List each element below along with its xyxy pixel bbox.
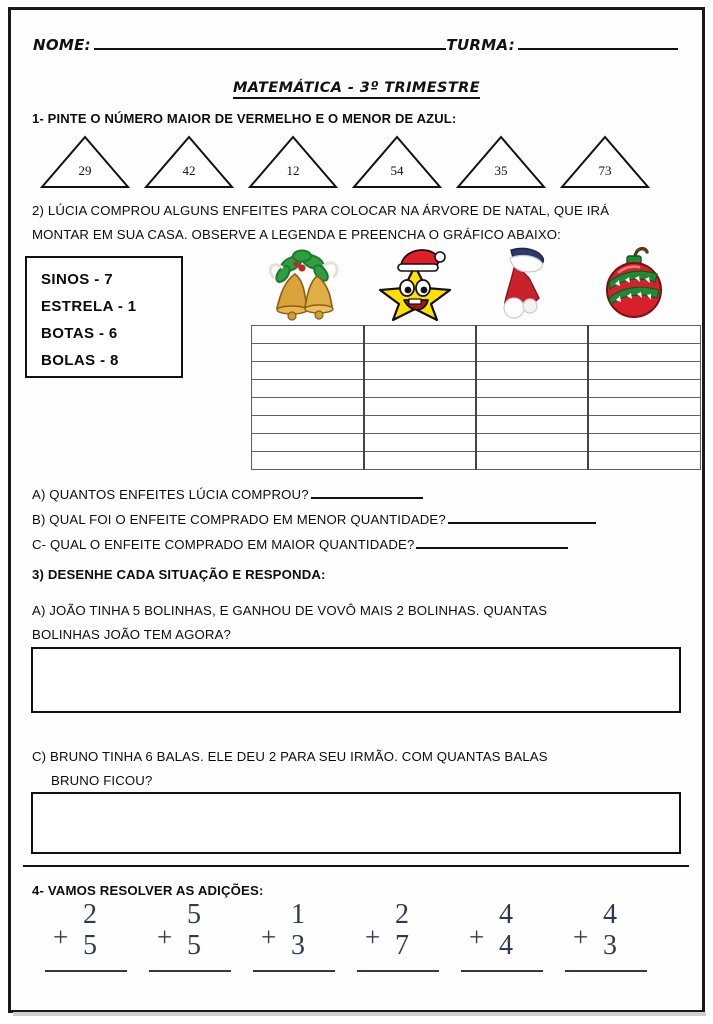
grid-cell[interactable] bbox=[476, 362, 588, 380]
scanned-page-frame bbox=[8, 7, 705, 1013]
legend-item-estrela: ESTRELA - 1 bbox=[41, 298, 137, 315]
legend-box bbox=[25, 256, 183, 378]
grid-cell[interactable] bbox=[476, 326, 588, 344]
grid-cell[interactable] bbox=[364, 452, 476, 470]
drawing-answer-box-3c[interactable] bbox=[31, 792, 681, 854]
grid-cell[interactable] bbox=[252, 416, 364, 434]
page-title-text: MATEMÁTICA - 3º TRIMESTRE bbox=[233, 80, 480, 99]
grid-cell[interactable] bbox=[588, 362, 700, 380]
grid-cell[interactable] bbox=[476, 434, 588, 452]
addend-bottom: 7 bbox=[395, 930, 409, 961]
question-3c-line1: C) BRUNO TINHA 6 BALAS. ELE DEU 2 PARA SEU IRMÃO. COM QUANTAS BALAS bbox=[32, 749, 548, 764]
christmas-stocking-icon bbox=[481, 244, 569, 322]
question-2c-text: C- QUAL O ENFEITE COMPRADO EM MAIOR QUANTIDADE? bbox=[32, 537, 415, 552]
question-2a bbox=[32, 482, 423, 507]
legend-item-botas: BOTAS - 6 bbox=[41, 325, 118, 342]
grid-cell[interactable] bbox=[364, 362, 476, 380]
question-3-prompt: 3) DESENHE CADA SITUAÇÃO E RESPONDA: bbox=[32, 567, 326, 582]
question-2b bbox=[32, 507, 596, 532]
grid-row[interactable] bbox=[252, 362, 701, 380]
grid-row[interactable] bbox=[252, 398, 701, 416]
addend-top: 4 bbox=[499, 899, 513, 930]
grid-cell[interactable] bbox=[588, 416, 700, 434]
grid-row[interactable] bbox=[252, 452, 701, 470]
question-2-prompt-line2: MONTAR EM SUA CASA. OBSERVE A LEGENDA E PREENCHA O GRÁFICO ABAIXO: bbox=[32, 227, 561, 242]
name-label: NOME: bbox=[33, 36, 91, 54]
grid-cell[interactable] bbox=[252, 380, 364, 398]
addition-problem[interactable] bbox=[353, 898, 457, 978]
drawing-answer-box-3a[interactable] bbox=[31, 647, 681, 713]
triangle-shape[interactable] bbox=[143, 134, 235, 190]
grid-cell[interactable] bbox=[588, 380, 700, 398]
grid-cell[interactable] bbox=[364, 398, 476, 416]
question-2c bbox=[32, 532, 568, 557]
plus-sign: + bbox=[573, 922, 589, 952]
grid-cell[interactable] bbox=[364, 434, 476, 452]
addend-top: 2 bbox=[395, 899, 409, 930]
addend-bottom: 3 bbox=[603, 930, 617, 961]
grid-cell[interactable] bbox=[476, 398, 588, 416]
addition-problem[interactable] bbox=[457, 898, 561, 978]
question-2-prompt-line1: 2) LÚCIA COMPROU ALGUNS ENFEITES PARA COLOCAR NA ÁRVORE DE NATAL, QUE IRÁ bbox=[32, 203, 610, 218]
plus-sign: + bbox=[53, 922, 69, 952]
plus-sign: + bbox=[365, 922, 381, 952]
question-2-chart-grid[interactable] bbox=[251, 325, 701, 470]
addend-bottom: 4 bbox=[499, 930, 513, 961]
triangle-number: 73 bbox=[598, 163, 612, 178]
grid-cell[interactable] bbox=[252, 398, 364, 416]
grid-cell[interactable] bbox=[252, 326, 364, 344]
grid-cell[interactable] bbox=[252, 452, 364, 470]
grid-cell[interactable] bbox=[364, 380, 476, 398]
grid-cell[interactable] bbox=[588, 344, 700, 362]
grid-row[interactable] bbox=[252, 326, 701, 344]
triangle-number: 54 bbox=[390, 163, 404, 178]
grid-cell[interactable] bbox=[588, 434, 700, 452]
grid-cell[interactable] bbox=[588, 452, 700, 470]
grid-row[interactable] bbox=[252, 344, 701, 362]
addend-top: 2 bbox=[83, 899, 97, 930]
sum-line[interactable] bbox=[357, 970, 439, 972]
grid-cell[interactable] bbox=[476, 416, 588, 434]
question-3a-line1: A) JOÃO TINHA 5 BOLINHAS, E GANHOU DE VOVÔ MAIS 2 BOLINHAS. QUANTAS bbox=[32, 603, 548, 618]
grid-cell[interactable] bbox=[476, 344, 588, 362]
grid-row[interactable] bbox=[252, 416, 701, 434]
grid-cell[interactable] bbox=[588, 398, 700, 416]
addend-top: 1 bbox=[291, 899, 305, 930]
grid-cell[interactable] bbox=[476, 380, 588, 398]
triangle-number: 35 bbox=[494, 163, 508, 178]
grid-row[interactable] bbox=[252, 434, 701, 452]
addend-bottom: 5 bbox=[83, 930, 97, 961]
triangle-number: 29 bbox=[78, 163, 92, 178]
christmas-clipart-row bbox=[249, 244, 701, 322]
addition-problem[interactable] bbox=[561, 898, 665, 978]
addend-bottom: 3 bbox=[291, 930, 305, 961]
answer-line-2b[interactable] bbox=[448, 511, 596, 524]
triangle-shape[interactable] bbox=[247, 134, 339, 190]
addition-problem[interactable] bbox=[145, 898, 249, 978]
triangle-shape[interactable] bbox=[455, 134, 547, 190]
grid-cell[interactable] bbox=[364, 344, 476, 362]
grid-cell[interactable] bbox=[364, 416, 476, 434]
christmas-bells-icon bbox=[261, 244, 349, 322]
question-3c-line2: BRUNO FICOU? bbox=[51, 773, 153, 788]
addition-problem[interactable] bbox=[41, 898, 145, 978]
grid-row[interactable] bbox=[252, 380, 701, 398]
grid-cell[interactable] bbox=[476, 452, 588, 470]
name-input-line[interactable] bbox=[94, 34, 446, 50]
sum-line[interactable] bbox=[461, 970, 543, 972]
christmas-ball-icon bbox=[589, 244, 677, 322]
addend-bottom: 5 bbox=[187, 930, 201, 961]
worksheet-sheet bbox=[11, 10, 702, 1010]
sum-line[interactable] bbox=[253, 970, 335, 972]
legend-item-sinos: SINOS - 7 bbox=[41, 271, 113, 288]
plus-sign: + bbox=[469, 922, 485, 952]
addend-top: 5 bbox=[187, 899, 201, 930]
class-label: TURMA: bbox=[446, 36, 515, 54]
legend-item-bolas: BOLAS - 8 bbox=[41, 352, 119, 369]
class-input-line[interactable] bbox=[518, 34, 678, 50]
question-4-addition-problems bbox=[41, 898, 681, 978]
sum-line[interactable] bbox=[45, 970, 127, 972]
plus-sign: + bbox=[157, 922, 173, 952]
sum-line[interactable] bbox=[565, 970, 647, 972]
grid-cell[interactable] bbox=[252, 362, 364, 380]
grid-cell[interactable] bbox=[252, 344, 364, 362]
triangle-shape[interactable] bbox=[559, 134, 651, 190]
question-1-triangles bbox=[39, 134, 669, 192]
triangle-shape[interactable] bbox=[351, 134, 443, 190]
grid-cell[interactable] bbox=[252, 434, 364, 452]
plus-sign: + bbox=[261, 922, 277, 952]
answer-line-2a[interactable] bbox=[311, 486, 423, 499]
christmas-star-icon bbox=[371, 244, 459, 322]
triangle-shape[interactable] bbox=[39, 134, 131, 190]
section-divider bbox=[23, 865, 689, 867]
grid-cell[interactable] bbox=[364, 326, 476, 344]
triangle-number: 42 bbox=[182, 163, 196, 178]
answer-line-2c[interactable] bbox=[416, 536, 568, 549]
student-header-row bbox=[33, 34, 678, 60]
question-2b-text: B) QUAL FOI O ENFEITE COMPRADO EM MENOR QUANTIDADE? bbox=[32, 512, 446, 527]
question-1-prompt: 1- PINTE O NÚMERO MAIOR DE VERMELHO E O MENOR DE AZUL: bbox=[32, 111, 457, 126]
addition-problem[interactable] bbox=[249, 898, 353, 978]
question-2a-text: A) QUANTOS ENFEITES LÚCIA COMPROU? bbox=[32, 487, 309, 502]
page-title bbox=[11, 80, 702, 96]
question-4-prompt: 4- VAMOS RESOLVER AS ADIÇÕES: bbox=[32, 883, 264, 898]
triangle-number: 12 bbox=[286, 163, 300, 178]
grid-cell[interactable] bbox=[588, 326, 700, 344]
sum-line[interactable] bbox=[149, 970, 231, 972]
addend-top: 4 bbox=[603, 899, 617, 930]
question-3a-line2: BOLINHAS JOÃO TEM AGORA? bbox=[32, 627, 232, 642]
